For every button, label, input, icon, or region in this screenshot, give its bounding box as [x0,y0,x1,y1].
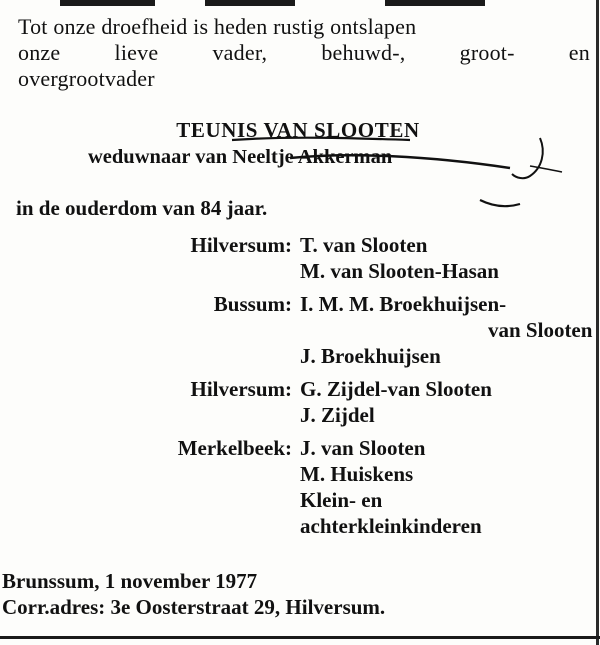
intro-word: en [568,40,590,65]
family-group [0,376,600,428]
family-member: M. van Slooten-Hasan [300,259,499,283]
family-member: T. van Slooten [300,233,428,257]
family-member: Klein- en [300,488,383,512]
family-place: Bussum: [213,292,292,316]
family-member: J. Broekhuijsen [300,344,441,368]
family-group [0,291,600,369]
family-members [300,376,492,428]
family-member: J. van Slooten [300,436,426,460]
family-list [0,232,600,546]
family-member: M. Huiskens [300,462,414,486]
intro-word: groot- [459,40,515,65]
family-members [300,232,499,284]
age-line: in de ouderdom van 84 jaar. [16,196,268,220]
torn-top-edge [205,0,295,6]
deceased-name [0,118,600,143]
family-members [300,291,592,369]
widower-line: weduwnaar van Neeltje Akkerman [88,146,393,168]
place-and-date: Brunssum, 1 november 1977 [2,569,258,593]
intro-paragraph [18,14,590,92]
family-member: van Slooten [488,318,593,342]
family-group [0,435,600,539]
clipping-bottom-border [0,636,600,639]
family-members [300,435,482,539]
deceased-name-text: TEUNIS VAN SLOOTEN [176,118,420,142]
torn-top-edge [60,0,155,6]
torn-top-edge [385,0,485,6]
intro-word: onze [18,40,61,65]
intro-word: behuwd-, [321,40,406,65]
family-group [0,232,600,284]
family-member: G. Zijdel-van Slooten [300,377,492,401]
intro-line-1: Tot onze droefheid is heden rustig ontslapen [18,14,417,39]
family-place: Hilversum: [190,233,292,257]
notice-footer [2,568,385,620]
intro-word: lieve [114,40,159,65]
intro-line-3: overgrootvader [18,66,155,91]
intro-line-2 [18,40,590,66]
family-place: Hilversum: [190,377,292,401]
family-place: Merkelbeek: [177,436,292,460]
intro-word: vader, [212,40,268,65]
family-member: achterkleinkinderen [300,514,482,538]
correspondence-address: Corr.adres: 3e Oosterstraat 29, Hilversum. [2,595,386,619]
family-member: J. Zijdel [300,403,375,427]
family-member: I. M. M. Broekhuijsen- [300,292,507,316]
